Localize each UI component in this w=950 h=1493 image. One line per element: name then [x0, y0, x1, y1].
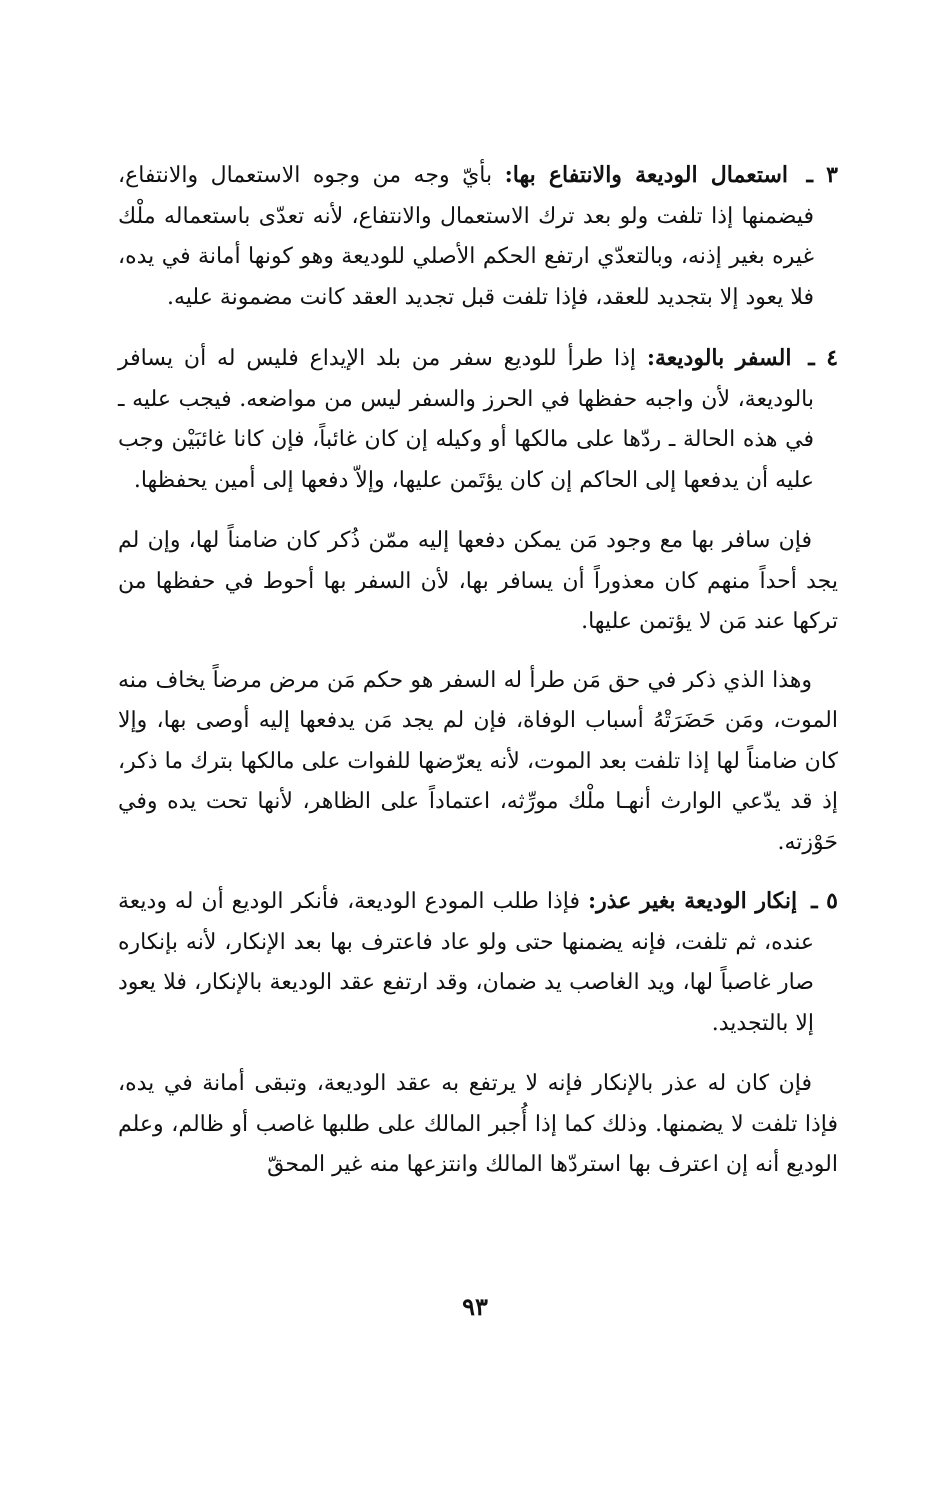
section-4-body: إذا طرأ للوديع سفر من بلد الإيداع فليس له أن يسافر بالوديعة، لأن واجبه حفظها في الحرز والسفر ليس من مواضعه. فيجب عليه ـ في هذه الحالة ـ ردّها على مالكها أو وكيله إن كان غائباً، فإن كانا غائبَيْن وجب عليه أن يدفعها إلى الحاكم إن كان يؤتَمن عليها، وإلاّ دفعها إلى أمين يحفظها.: [118, 346, 814, 493]
section-3-body: بأيّ وجه من وجوه الاستعمال والانتفاع، فيضمنها إذا تلفت ولو بعد ترك الاستعمال والانتفاع، لأنه تعدّى باستعماله ملْك غيره بغير إذنه، وبالتعدّي ارتفع الحكم الأصلي للوديعة وهو كونها أمانة في يده، فلا يعود إلا بتجديد للعقد، فإذا تلفت قبل تجديد العقد كانت مضمونة عليه.: [118, 163, 814, 310]
page-number: ٩٣: [462, 1292, 488, 1321]
paragraph-travel-liability: فإن سافر بها مع وجود مَن يمكن دفعها إليه ممّن ذُكر كان ضامناً لها، وإن لم يجد أحداً منهم كان معذوراً أن يسافر بها، لأن السفر بها أحوط في حفظها من تركها عند مَن لا يؤتمن عليها.: [118, 528, 838, 634]
section-3: [118, 155, 838, 318]
paragraph-illness-death: وهذا الذي ذكر في حق مَن طرأ له السفر هو حكم مَن مرض مرضاً يخاف منه الموت، ومَن حَضَرَتْهُ أسباب الوفاة، فإن لم يجد مَن يدفعها إليه أوصى بها، وإلا كان ضامناً لها إذا تلفت بعد الموت، لأنه يعرّضها للفوات على مالكها بترك ما ذكر، إذ قد يدّعي الوارث أنهـا ملْك مورِّثه، اعتماداً على الظاهر، لأنها تحت يده وفي حَوْزته.: [118, 667, 838, 855]
section-4-heading: السفر بالوديعة:: [646, 345, 792, 371]
section-4: [118, 338, 838, 501]
section-5-heading: إنكار الوديعة بغير عذر:: [587, 888, 798, 914]
section-5-number: ٥ ـ: [811, 888, 838, 914]
page-body: [118, 155, 838, 1186]
section-3-number: ٣ ـ: [806, 162, 838, 188]
paragraph-excused-denial: فإن كان له عذر بالإنكار فإنه لا يرتفع به عقد الوديعة، وتبقى أمانة في يده، فإذا تلفت لا يضمنها. وذلك كما إذا أُجبر المالك على طلبها غاصب أو ظالم، وعلم الوديع أنه إن اعترف بها استردّها المالك وانتزعها منه غير المحقّ: [118, 1071, 838, 1177]
section-4-number: ٤ ـ: [808, 345, 839, 371]
section-5: [118, 881, 838, 1044]
section-3-heading: استعمال الوديعة والانتفاع بها:: [504, 162, 788, 188]
section-5-body: فإذا طلب المودع الوديعة، فأنكر الوديع أن له وديعة عنده، ثم تلفت، فإنه يضمنها حتى ولو عاد فاعترف بها بعد الإنكار، لأنه بإنكاره صار غاصباً لها، ويد الغاصب يد ضمان، وقد ارتفع عقد الوديعة بالإنكار، فلا يعود إلا بالتجديد.: [118, 889, 814, 1036]
